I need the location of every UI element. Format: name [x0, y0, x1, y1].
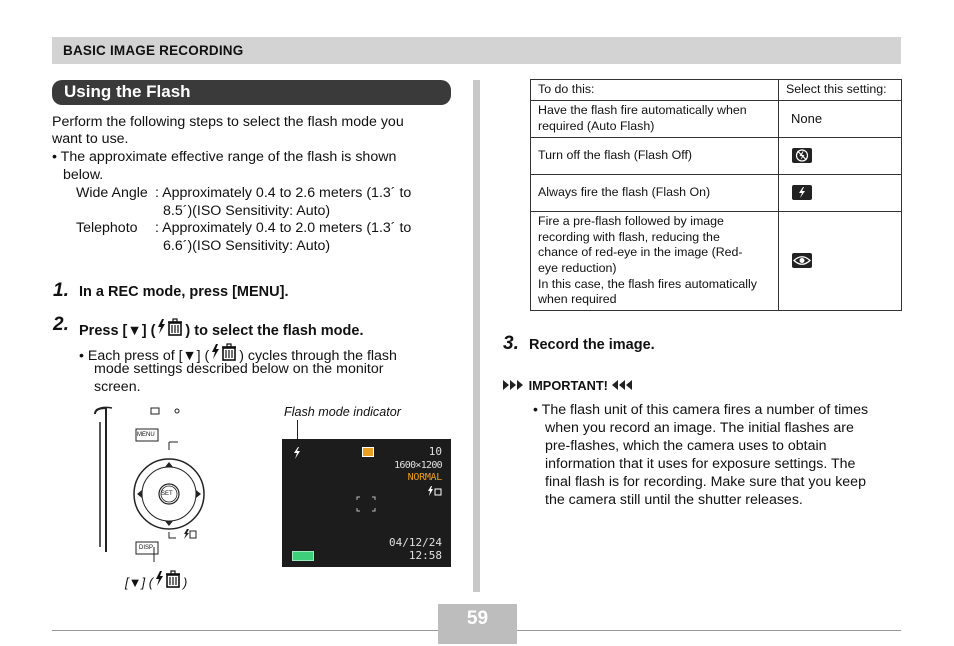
auto-flash-line-1: Have the flash fire automatically when	[538, 103, 747, 118]
focus-frame-icon	[356, 496, 376, 512]
monitor-screen	[282, 439, 451, 567]
camera-back-illustration	[92, 402, 224, 562]
table-cell-setting	[779, 212, 902, 311]
page-number: 59	[466, 608, 489, 629]
lcd-time: 12:58	[408, 549, 442, 562]
flash-delete-icon	[153, 569, 183, 589]
flash-mode-indicator-caption: Flash mode indicator	[284, 405, 401, 419]
step-2-bullet-post: ) cycles through the flash	[239, 348, 397, 364]
important-heading	[503, 378, 634, 393]
header-title: BASIC IMAGE RECORDING	[63, 43, 244, 58]
auto-flash-line-2: required (Auto Flash)	[538, 119, 655, 133]
flash-off-icon	[792, 148, 812, 163]
red-eye-line-2: recording with flash, reducing the	[538, 229, 720, 244]
table-header-setting: Select this setting:	[779, 80, 902, 101]
table-cell-setting	[779, 175, 902, 212]
image-mode-icon	[362, 447, 374, 457]
step-2-text-post: ) to select the flash mode.	[185, 323, 364, 339]
battery-icon	[292, 551, 314, 561]
camera-set-label: SET	[161, 491, 173, 497]
wide-angle-range-cont: 8.5´)(ISO Sensitivity: Auto)	[163, 203, 331, 219]
intro-line-1: Perform the following steps to select the flash mode you	[52, 114, 404, 130]
important-label: IMPORTANT!	[528, 378, 608, 393]
down-button-label-post: )	[183, 575, 188, 590]
table-cell-action	[531, 101, 779, 138]
step-2-text-pre: Press [▼] (	[79, 323, 156, 339]
page-number-box	[438, 604, 517, 644]
table-cell-action	[531, 212, 779, 311]
flash-delete-icon	[155, 317, 185, 337]
flash-delete-indicator-icon	[428, 486, 442, 496]
table-row	[531, 175, 902, 212]
telephoto-range-cont: 6.6´)(ISO Sensitivity: Auto)	[163, 238, 331, 254]
step-1-number: 1.	[53, 280, 69, 301]
step-2-number: 2.	[53, 314, 69, 335]
lcd-shot-count: 10	[428, 445, 442, 458]
telephoto-range: : Approximately 0.4 to 2.0 meters (1.3´ to	[155, 220, 412, 236]
intro-bullet-line-2: below.	[63, 167, 104, 183]
lcd-quality: NORMAL	[407, 472, 442, 483]
red-eye-line-6: when required	[538, 292, 617, 307]
important-left-arrows-icon	[503, 379, 525, 391]
table-row	[531, 138, 902, 175]
telephoto-label: Telephoto	[76, 220, 138, 236]
table-header-to-do: To do this:	[531, 80, 779, 101]
table-cell-setting	[779, 138, 902, 175]
down-button-label	[125, 569, 187, 590]
section-title-bar	[52, 80, 451, 105]
important-line-5: final flash is for recording. Make sure that you keep	[545, 474, 866, 490]
wide-angle-range: : Approximately 0.4 to 2.6 meters (1.3´ to	[155, 185, 412, 201]
flash-settings-table	[530, 79, 902, 311]
intro-line-2: want to use.	[52, 131, 129, 147]
section-title: Using the Flash	[64, 82, 191, 101]
important-line-6: the camera still until the shutter releases.	[545, 492, 803, 508]
table-cell-action: Turn off the flash (Flash Off)	[531, 138, 779, 175]
important-line-3: pre-flashes, which the camera uses to obtain	[545, 438, 827, 454]
flash-auto-indicator-icon	[293, 447, 301, 459]
important-line-2: when you record an image. The initial flashes are	[545, 420, 854, 436]
down-button-label-pre: [▼] (	[125, 575, 154, 590]
step-1-text: In a REC mode, press [MENU].	[79, 284, 289, 300]
intro-bullet-line-1: • The approximate effective range of the flash is shown	[52, 149, 397, 165]
wide-angle-label: Wide Angle	[76, 185, 148, 201]
table-cell-setting: None	[779, 101, 902, 138]
flash-delete-icon	[209, 342, 239, 362]
red-eye-line-4: eye reduction)	[538, 261, 617, 275]
lcd-date: 04/12/24	[389, 536, 442, 549]
important-line-4: information that it uses for exposure settings. The	[545, 456, 856, 472]
step-2-text	[79, 317, 363, 339]
important-line-1: • The flash unit of this camera fires a number of times	[533, 402, 869, 418]
step-3-number: 3.	[503, 333, 519, 354]
table-row	[531, 101, 902, 138]
red-eye-line-5: In this case, the flash fires automatically	[538, 276, 758, 291]
important-right-arrows-icon	[612, 379, 634, 391]
header-bar	[52, 37, 901, 64]
red-eye-icon	[792, 253, 812, 268]
step-2-bullet-pre: • Each press of [▼] (	[79, 348, 210, 364]
step-2-bullet-line-2: mode settings described below on the monitor	[94, 361, 384, 377]
table-header-row	[531, 80, 902, 101]
red-eye-line-1: Fire a pre-flash followed by image	[538, 214, 724, 229]
camera-menu-label: MENU	[137, 432, 155, 438]
table-row	[531, 212, 902, 311]
flash-on-icon	[792, 185, 812, 200]
step-2-bullet-line-3: screen.	[94, 379, 141, 395]
camera-disp-label: DISP	[139, 545, 154, 551]
step-3-text: Record the image.	[529, 337, 655, 353]
column-divider	[473, 80, 480, 592]
table-cell-action: Always fire the flash (Flash On)	[531, 175, 779, 212]
lcd-image-size: 1600×1200	[394, 460, 442, 471]
red-eye-line-3: chance of red-eye in the image (Red-	[538, 245, 743, 260]
